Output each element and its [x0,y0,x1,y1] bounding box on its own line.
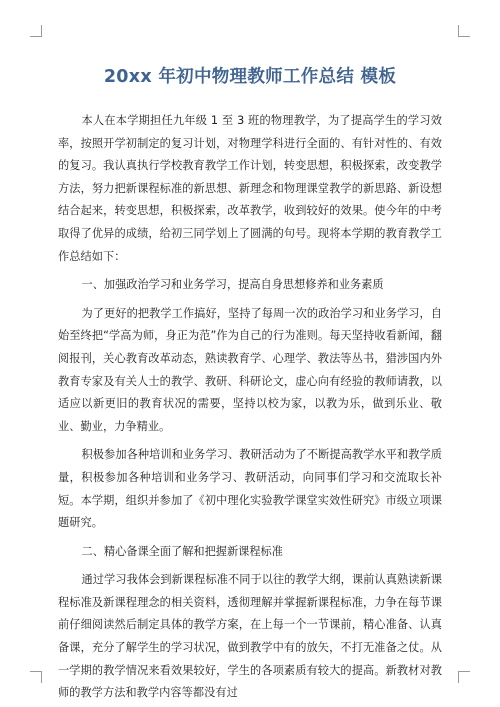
intro-paragraph: 本人在本学期担任九年级 1 至 3 班的物理教学，为了提高学生的学习效率，按照开学初制定的复习计划，对物理学科进行全面的、有针对性的、有效的复习。我认真执行学校教育教学工作计划，转变思想，积极探索，改变教学方法，努力把新课程标准的新思想、新理念和物理课堂教学的新思路、新设想结合起来，转变思想，积极探索，改革教学，收到较好的效果。使今年的中考取得了优异的成绩，给初三同学划上了圆满的句号。现将本学期的教育教学工作总结如下： [58,114,442,263]
crop-mark-top-right [458,25,470,37]
section-1-heading: 一、加强政治学习和业务学习，提高自身思想修养和业务素质 [81,278,384,292]
section-2-paragraph-1: 通过学习我体会到新课程标准不同于以往的教学大纲，课前认真熟读新课程标准及新课程理念的相关资料，透彻理解并掌握新课程标准，力争在每节课前仔细阅读然后制定具体的教学方案，在上每一个一节课前，精心准备、认真备课，充分了解学生的学习状况，做到教学中有的放矢，不打无准备之仗。从一学期的教学情况来看效果较好，学生的各项素质有较大的提高。新教材对教师的教学方法和教学内容等都没有过 [58,573,442,700]
crop-mark-bottom-left [30,671,42,683]
crop-mark-bottom-right [458,671,470,683]
document-title: 20xx 年初中物理教师工作总结 模板 [103,67,397,87]
document-body [58,110,442,705]
section-2-heading: 二、精心备课全面了解和把握新课程标准 [81,544,283,558]
section-1-paragraph-2: 积极参加各种培训和业务学习、教研活动为了不断提高教学水平和教学质量，积极参加各种培训和业务学习、教研活动，向同事们学习和交流取长补短。本学期，组织并参加了《初中理化实验教学课堂实效性研究》市级立项课题研究。 [58,448,442,530]
crop-mark-top-left [30,25,42,37]
section-1-paragraph-1: 为了更好的把教学工作搞好，坚持了每周一次的政治学习和业务学习，自始至终把“学高为师，身正为范”作为自己的行为准则。每天坚持收看新闻，翻阅报刊，关心教育改革动态，熟读教育学、心理学、教法等丛书，猎涉国内外教育专家及有关人士的教学、教研、科研论文，虚心向有经验的教师请教，以适应以新更旧的教育状况的需要，坚持以校为家，以教为乐，做到乐业、敬业、勤业，力争精业。 [58,306,442,433]
